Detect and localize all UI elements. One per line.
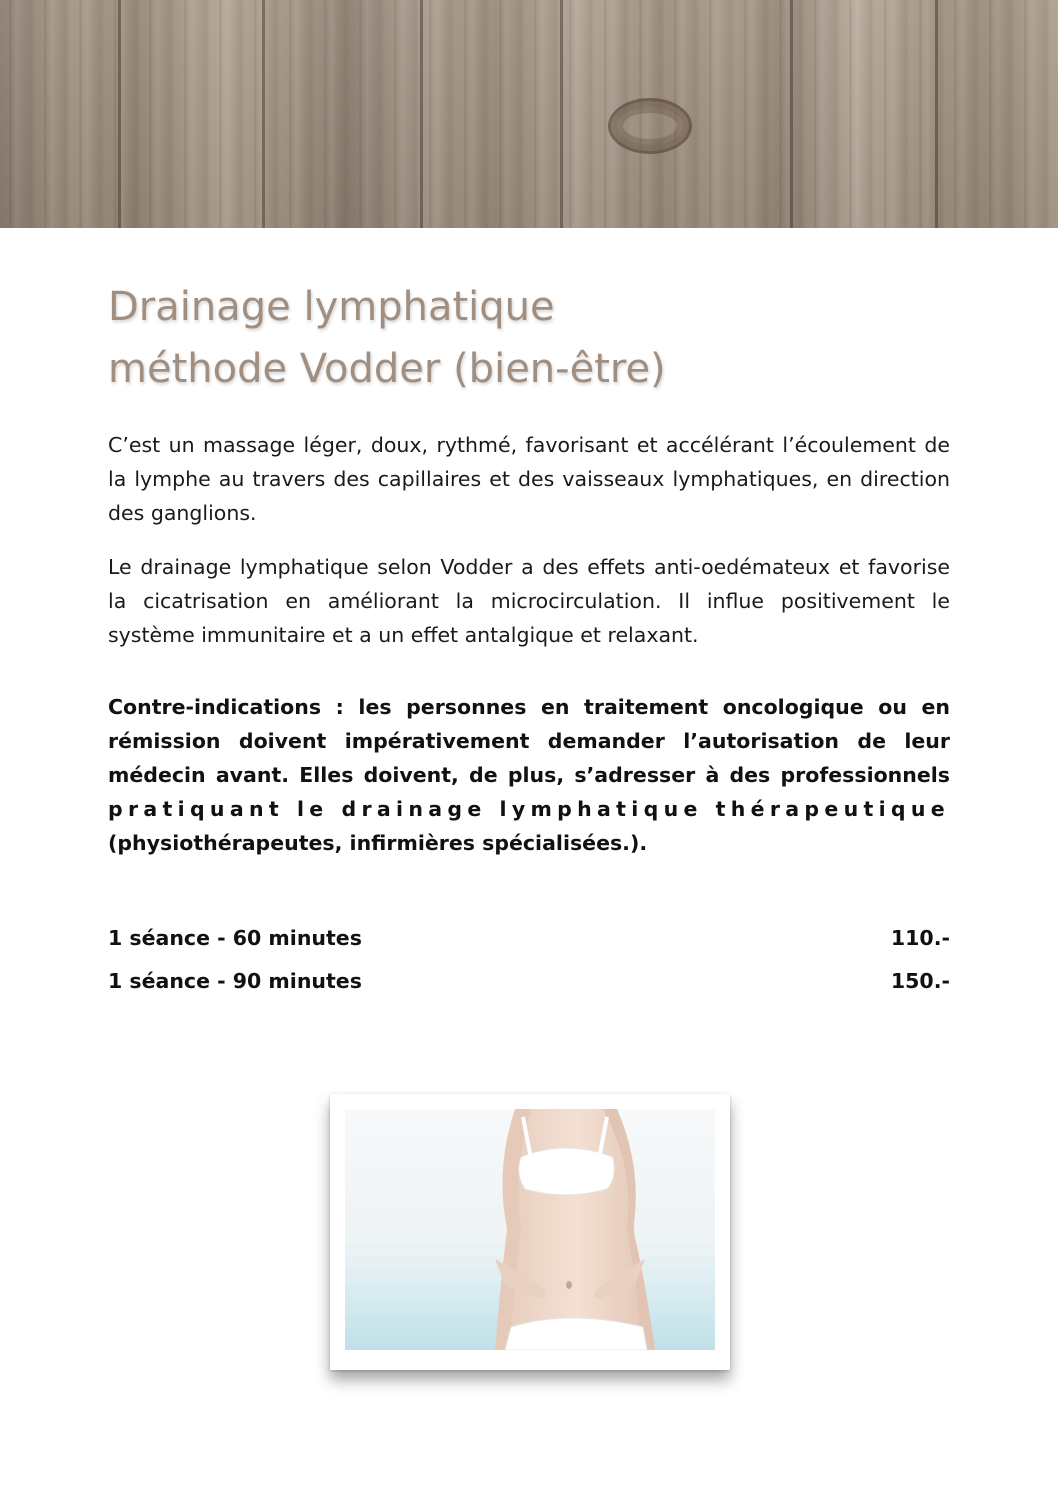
- plank-seam: [262, 0, 265, 228]
- wood-header-banner: [0, 0, 1058, 228]
- plank-seam: [420, 0, 423, 228]
- plank-seam: [790, 0, 793, 228]
- session-price: 110.-: [890, 926, 950, 950]
- plank-seam: [935, 0, 938, 228]
- session-label: 1 séance - 60 minutes: [108, 926, 362, 950]
- title-line-2: méthode Vodder (bien-être): [108, 346, 666, 392]
- price-row: [108, 964, 950, 998]
- contraindications-notice: [108, 690, 950, 860]
- torso-illustration: [345, 1109, 715, 1350]
- photo-frame: [330, 1094, 730, 1370]
- page-title: [108, 276, 666, 400]
- description-paragraph-1: C’est un massage léger, doux, rythmé, favorisant et accélérant l’écoulement de la lymphe au travers des capillaires et des vaisseaux lymphatiques, en direction des ganglions.: [108, 433, 950, 525]
- price-row: [108, 921, 950, 955]
- contraindications-text-3: (physiothérapeutes, infirmières spécialisées.).: [108, 831, 648, 855]
- description-paragraph-2: Le drainage lymphatique selon Vodder a des effets anti-oedémateux et favorise la cicatrisation en améliorant la microcirculation. Il influe positivement le système immunitaire et a un effet antalgique et relaxant.: [108, 555, 950, 647]
- wellness-photo: [345, 1109, 715, 1350]
- contraindications-text-1: Contre-indications : les personnes en traitement oncologique ou en rémission doivent impérativement demander l’autorisation de leur médecin avant. Elles doivent, de plus, s’adresser à des professionnels: [108, 695, 950, 787]
- session-price: 150.-: [890, 969, 950, 993]
- title-line-1: Drainage lymphatique: [108, 284, 555, 330]
- plank-seam: [118, 0, 121, 228]
- plank-seam: [560, 0, 563, 228]
- wood-knot: [608, 98, 692, 154]
- contraindications-text-2: pratiquant le drainage lymphatique thérapeutique: [108, 797, 950, 821]
- session-label: 1 séance - 90 minutes: [108, 969, 362, 993]
